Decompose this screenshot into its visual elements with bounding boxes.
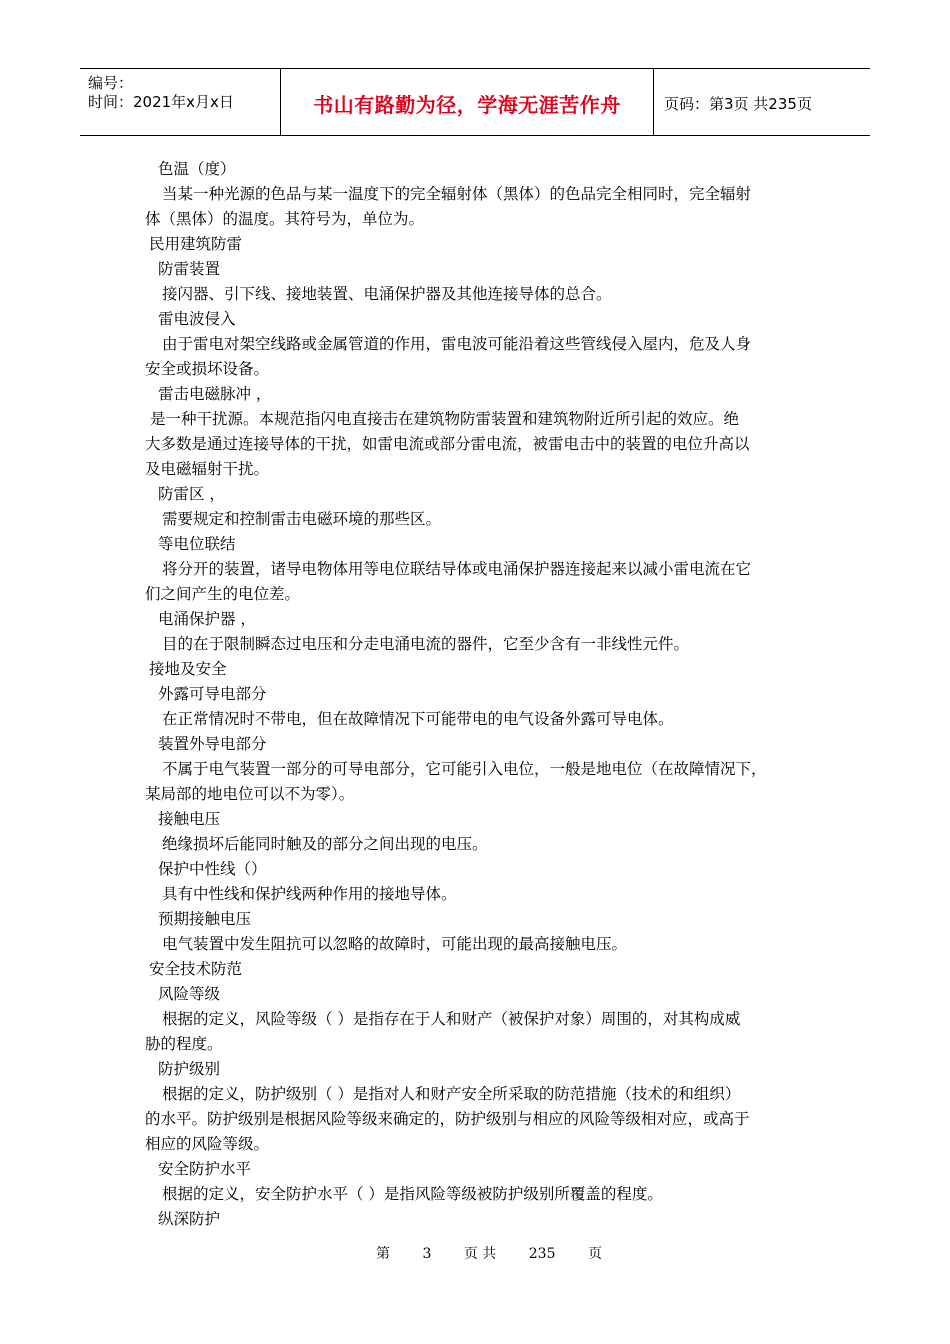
term-heading: 纵深防护 — [158, 1210, 221, 1228]
header-motto: 书山有路勤为径，学海无涯苦作舟 — [281, 69, 654, 135]
doc-number-label: 编号： — [88, 74, 134, 92]
header-page-info: 页码：第3页 共235页 — [664, 95, 812, 113]
term-heading: 外露可导电部分 — [158, 685, 267, 703]
definition-text: 们之间产生的电位差。 — [145, 585, 301, 603]
term-heading: 雷电波侵入 — [158, 310, 236, 328]
definition-text: 目的在于限制瞬态过电压和分走电涌电流的器件，它至少含有一非线性元件。 — [162, 635, 690, 653]
section-heading: 安全技术防范 — [149, 960, 243, 978]
definition-text: 在正常情况时不带电，但在故障情况下可能带电的电气设备外露可导电体。 — [162, 710, 674, 728]
definition-text: 根据的定义，安全防护水平（ ）是指风险等级被防护级别所覆盖的程度。 — [162, 1185, 663, 1203]
term-heading: 防护级别 — [158, 1060, 221, 1078]
footer-total-pages: 235 — [528, 1246, 556, 1262]
term-heading: 雷击电磁脉冲 ， — [158, 385, 272, 403]
term-heading: 接触电压 — [158, 810, 221, 828]
footer-page-number: 3 — [422, 1246, 432, 1262]
definition-text: 根据的定义，风险等级（ ）是指存在于人和财产（被保护对象）周围的，对其构成威 — [162, 1010, 741, 1028]
section-heading: 民用建筑防雷 — [149, 235, 243, 253]
definition-text: 体（黑体）的温度。其符号为，单位为。 — [145, 210, 425, 228]
term-heading: 装置外导电部分 — [158, 735, 267, 753]
term-heading: 预期接触电压 — [158, 910, 252, 928]
definition-text: 具有中性线和保护线两种作用的接地导体。 — [162, 885, 457, 903]
definition-text: 是一种干扰源。本规范指闪电直接击在建筑物防雷装置和建筑物附近所引起的效应。绝 — [150, 410, 740, 428]
header-table — [80, 68, 870, 136]
term-heading: 防雷装置 — [158, 260, 221, 278]
definition-text: 及电磁辐射干扰。 — [145, 460, 270, 478]
section-heading: 接地及安全 — [149, 660, 227, 678]
term-heading: 防雷区 ， — [158, 485, 225, 503]
definition-text: 接闪器、引下线、接地装置、电涌保护器及其他连接导体的总合。 — [162, 285, 612, 303]
definition-text: 胁的程度。 — [145, 1035, 223, 1053]
definition-text: 某局部的地电位可以不为零）。 — [145, 785, 355, 803]
term-heading: 安全防护水平 — [158, 1160, 252, 1178]
page-footer — [0, 1243, 950, 1263]
definition-text: 由于雷电对架空线路或金属管道的作用，雷电波可能沿着这些管线侵入屋内，危及人身 — [162, 335, 752, 353]
term-heading: 保护中性线（） — [158, 860, 267, 878]
definition-text: 将分开的装置，诸导电物体用等电位联结导体或电涌保护器连接起来以减小雷电流在它 — [162, 560, 752, 578]
footer-suffix: 页 — [587, 1246, 602, 1262]
footer-mid: 页 共 — [463, 1246, 497, 1262]
definition-text: 电气装置中发生阻抗可以忽略的故障时，可能出现的最高接触电压。 — [162, 935, 628, 953]
definition-text: 大多数是通过连接导体的干扰，如雷电流或部分雷电流，被雷电击中的装置的电位升高以 — [145, 435, 750, 453]
definition-text: 不属于电气装置一部分的可导电部分，它可能引入电位，一般是地电位（在故障情况下， — [162, 760, 767, 778]
definition-text: 安全或损坏设备。 — [145, 360, 270, 378]
term-heading: 风险等级 — [158, 985, 221, 1003]
doc-date-label: 时间：2021年x月x日 — [88, 93, 234, 111]
term-heading: 电涌保护器 ， — [158, 610, 256, 628]
header-meta-cell — [80, 69, 281, 135]
definition-text: 绝缘损坏后能同时触及的部分之间出现的电压。 — [162, 835, 488, 853]
footer-prefix: 第 — [376, 1246, 391, 1262]
definition-text: 当某一种光源的色品与某一温度下的完全辐射体（黑体）的色品完全相同时，完全辐射 — [162, 185, 752, 203]
definition-text: 相应的风险等级。 — [145, 1135, 270, 1153]
definition-text: 的水平。防护级别是根据风险等级来确定的，防护级别与相应的风险等级相对应，或高于 — [145, 1110, 750, 1128]
definition-text: 根据的定义，防护级别（ ）是指对人和财产安全所采取的防范措施（技术的和组织） — [162, 1085, 741, 1103]
term-heading: 色温（度） — [158, 160, 236, 178]
definition-text: 需要规定和控制雷击电磁环境的那些区。 — [162, 510, 442, 528]
term-heading: 等电位联结 — [158, 535, 236, 553]
